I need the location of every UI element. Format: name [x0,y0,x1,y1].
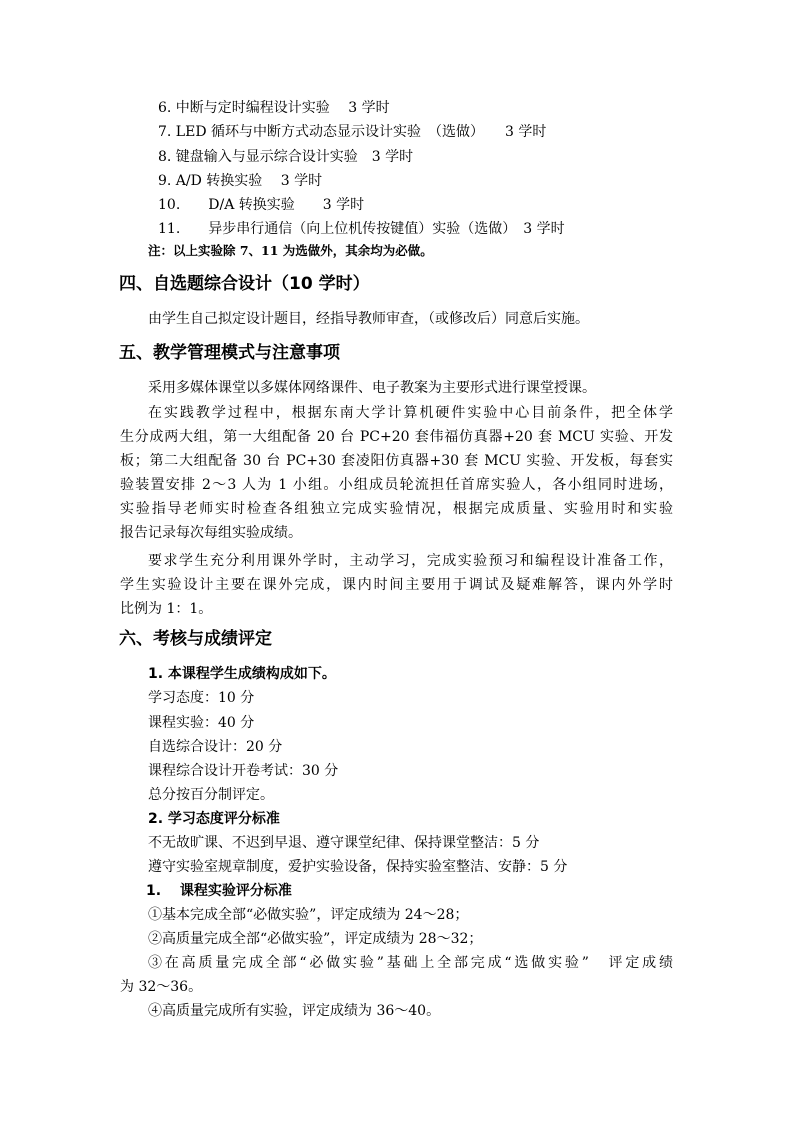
subsection-title: 1. 课程实验评分标准 [146,883,292,899]
experiment-note: 注：以上实验除 7、11 为选做外，其余均为必做。 [148,243,433,258]
section-5-paragraph-3-line: 学生实验设计主要在课外完成，课内时间主要用于调试及疑难解答，课内外学时 [120,577,673,593]
subsection-title: 2. 学习态度评分标准 [148,811,280,827]
experiment-item: 7. LED 循环与中断方式动态显示设计实验 （选做） 3 学时 [158,124,547,140]
experiment-criterion: ③在高质量完成全部“必做实验”基础上全部完成“选做实验” 评定成绩 [148,955,673,971]
score-item: 总分按百分制评定。 [148,787,274,803]
experiment-item: 10. D/A 转换实验 3 学时 [158,197,365,213]
section-4-title: 四、自选题综合设计（10 学时） [119,274,370,294]
section-5-paragraph-3-line: 要求学生充分利用课外学时，主动学习，完成实验预习和编程设计准备工作， [148,553,673,569]
section-5-paragraph-2-line: 验装置安排 2～3 人为 1 小组。小组成员轮流担任首席实验人，各小组同时进场， [120,477,673,493]
section-4-paragraph: 由学生自己拟定设计题目，经指导教师审查，（或修改后）同意后实施。 [148,311,589,327]
section-5-paragraph-2-line: 生分成两大组，第一大组配备 20 台 PC+20 套伟福仿真器+20 套 MCU 实验、开发 [120,429,673,445]
score-item: 学习态度：10 分 [148,690,255,706]
experiment-criterion: ②高质量完成全部“必做实验”，评定成绩为 28～32； [148,931,483,947]
section-5-paragraph-1: 采用多媒体课堂以多媒体网络课件、电子教案为主要形式进行课堂授课。 [148,380,596,396]
experiment-criterion: ④高质量完成所有实验，评定成绩为 36～40。 [148,1003,441,1019]
section-5-paragraph-2-line: 在实践教学过程中，根据东南大学计算机硬件实验中心目前条件，把全体学 [148,405,673,421]
section-5-paragraph-2-line: 报告记录每次每组实验成绩。 [120,525,302,541]
section-5-title: 五、教学管理模式与注意事项 [119,343,340,363]
score-item: 课程实验：40 分 [148,715,255,731]
experiment-item: 6. 中断与定时编程设计实验 3 学时 [158,100,390,116]
experiment-criterion: 为 32～36。 [120,979,203,995]
score-item: 课程综合设计开卷考试：30 分 [148,763,339,779]
subsection-title: 1. 本课程学生成绩构成如下。 [148,666,336,682]
section-5-paragraph-2-line: 实验指导老师实时检查各组独立完成实验情况，根据完成质量、实验用时和实验 [120,501,673,517]
attitude-criterion: 遵守实验室规章制度，爱护实验设备，保持实验室整洁、安静：5 分 [148,859,568,875]
section-6-title: 六、考核与成绩评定 [119,629,272,649]
score-item: 自选综合设计：20 分 [148,739,283,755]
attitude-criterion: 不无故旷课、不迟到早退、遵守课堂纪律、保持课堂整洁：5 分 [148,835,540,851]
experiment-item: 11. 异步串行通信（向上位机传按键值）实验（选做） 3 学时 [158,221,565,237]
experiment-item: 8. 键盘输入与显示综合设计实验 3 学时 [158,149,414,165]
section-5-paragraph-3-line: 比例为 1：1。 [120,601,213,617]
experiment-item: 9. A/D 转换实验 3 学时 [158,173,323,189]
experiment-criterion: ①基本完成全部“必做实验”，评定成绩为 24～28； [148,907,469,923]
section-5-paragraph-2-line: 板；第二大组配备 30 台 PC+30 套凌阳仿真器+30 套 MCU 实验、开发板，每套实 [120,453,673,469]
